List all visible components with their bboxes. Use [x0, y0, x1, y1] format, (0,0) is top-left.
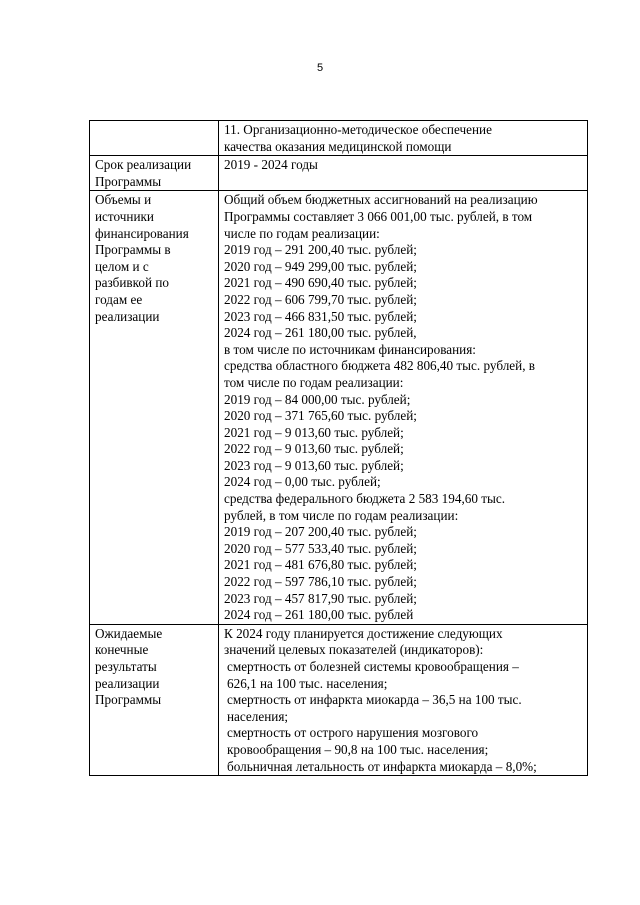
- text-line: 2020 год – 371 765,60 тыс. рублей;: [224, 408, 417, 424]
- row-label: [90, 624, 219, 775]
- label-line: конечные: [95, 642, 149, 658]
- text-line: 2022 год – 597 786,10 тыс. рублей;: [224, 574, 417, 590]
- label-line: разбивкой по: [95, 275, 169, 291]
- table-cell-content: [219, 156, 588, 191]
- text-line: 2024 год – 261 180,00 тыс. рублей: [224, 607, 414, 623]
- label-line: Объемы и: [95, 192, 152, 208]
- indicator-line: больничная летальность от инфаркта миокарда – 8,0%;: [227, 758, 537, 774]
- table-row: [90, 624, 588, 775]
- label-line: результаты: [95, 659, 157, 674]
- program-passport-table: [89, 120, 588, 776]
- indicator-line: смертность от болезней системы кровообращения –: [227, 659, 519, 674]
- text-line: 2019 - 2024 годы: [224, 157, 318, 173]
- text-line: Программы составляет 3 066 001,00 тыс. рублей, в том: [224, 208, 533, 224]
- text-line: числе по годам реализации:: [224, 225, 380, 241]
- text-line: 2023 год – 466 831,50 тыс. рублей;: [224, 308, 417, 324]
- text-line: 2020 год – 577 533,40 тыс. рублей;: [224, 540, 417, 556]
- indicator-line: смертность от инфаркта миокарда – 36,5 на 100 тыс.: [227, 692, 522, 708]
- row-label: [90, 156, 219, 191]
- text-line: 2022 год – 9 013,60 тыс. рублей;: [224, 441, 404, 457]
- table-cell-content: [219, 624, 588, 775]
- indicator-line: смертность от острого нарушения мозгового: [227, 725, 479, 741]
- label-line: реализации: [95, 308, 160, 324]
- text-line: 2019 год – 84 000,00 тыс. рублей;: [224, 391, 411, 407]
- text-line: 2024 год – 261 180,00 тыс. рублей,: [224, 325, 417, 341]
- label-line: Ожидаемые: [95, 625, 163, 641]
- indicator-line: населения;: [227, 708, 289, 724]
- text-line: 11. Организационно-методическое обеспечение: [224, 122, 492, 137]
- text-line: средства областного бюджета 482 806,40 тыс. рублей, в: [224, 358, 536, 374]
- table-row: [90, 121, 588, 156]
- label-line: финансирования: [95, 225, 189, 241]
- text-line: К 2024 году планируется достижение следующих: [224, 625, 503, 641]
- label-line: годам ее: [95, 291, 143, 307]
- label-line: Программы: [95, 173, 162, 189]
- text-line: рублей, в том числе по годам реализации:: [224, 507, 459, 523]
- text-line: качества оказания медицинской помощи: [224, 138, 452, 154]
- indicator-line: 626,1 на 100 тыс. населения;: [227, 675, 388, 691]
- table-cell-content: [219, 191, 588, 624]
- indicator-line: кровообращения – 90,8 на 100 тыс. населения;: [227, 741, 489, 757]
- text-line: 2019 год – 291 200,40 тыс. рублей;: [224, 242, 417, 258]
- text-line: значений целевых показателей (индикаторов):: [224, 642, 484, 658]
- label-line: Срок реализации: [95, 157, 192, 173]
- text-line: 2024 год – 0,00 тыс. рублей;: [224, 474, 381, 490]
- text-line: 2021 год – 490 690,40 тыс. рублей;: [224, 275, 417, 291]
- text-line: 2023 год – 9 013,60 тыс. рублей;: [224, 457, 404, 473]
- row-label: [90, 191, 219, 624]
- table-row: [90, 156, 588, 191]
- text-line: 2022 год – 606 799,70 тыс. рублей;: [224, 291, 417, 307]
- text-line: Общий объем бюджетных ассигнований на реализацию: [224, 192, 538, 208]
- text-line: 2021 год – 9 013,60 тыс. рублей;: [224, 424, 404, 440]
- text-line: в том числе по источникам финансирования:: [224, 341, 476, 357]
- label-line: Программы: [95, 692, 162, 708]
- label-line: реализации: [95, 675, 160, 691]
- text-line: 2023 год – 457 817,90 тыс. рублей;: [224, 590, 417, 606]
- label-line: Программы в: [95, 242, 171, 258]
- text-line: том числе по годам реализации:: [224, 374, 404, 390]
- table-cell-content: [219, 121, 588, 156]
- text-line: средства федерального бюджета 2 583 194,60 тыс.: [224, 491, 505, 507]
- text-line: 2021 год – 481 676,80 тыс. рублей;: [224, 557, 417, 573]
- label-line: целом и с: [95, 258, 149, 274]
- table-cell-empty: [90, 121, 219, 156]
- table-row: [90, 191, 588, 624]
- text-line: 2020 год – 949 299,00 тыс. рублей;: [224, 258, 417, 274]
- label-line: источники: [95, 208, 154, 224]
- text-line: 2019 год – 207 200,40 тыс. рублей;: [224, 524, 417, 540]
- page-number: 5: [316, 62, 324, 74]
